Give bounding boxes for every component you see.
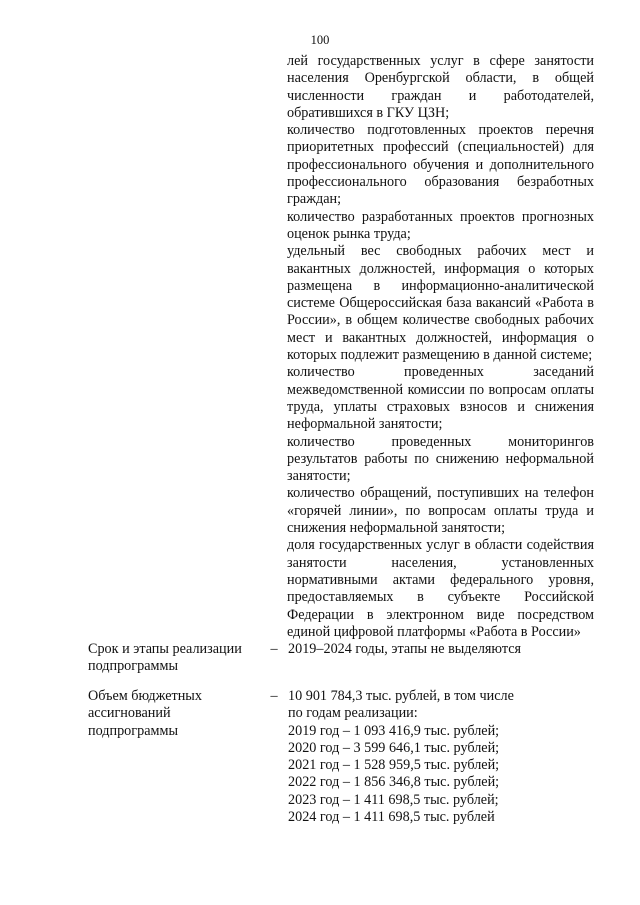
indicators-list: [287, 53, 594, 641]
term-label-line: Срок и этапы реализации: [88, 641, 242, 657]
indicator-item: количество проведенных мониторингов результатов работы по снижению неформальной занятости;: [287, 433, 594, 485]
budget-label: [88, 688, 263, 740]
budget-label-line: Объем бюджетных: [88, 688, 202, 704]
indicator-item: удельный вес свободных рабочих мест и вакантных должностей, информация о которых размещена в информационно-аналитической системе Общероссийская база вакансий «Работа в России», в общем количестве свободных рабочих мест и вакантных должностей, информация о которых подлежит размещению в данной системе;: [287, 243, 594, 364]
term-dash: –: [270, 641, 278, 657]
budget-year-item: 2024 год – 1 411 698,5 тыс. рублей: [288, 809, 495, 826]
indicator-item: количество разработанных проектов прогнозных оценок рынка труда;: [287, 208, 594, 242]
term-value: 2019–2024 годы, этапы не выделяются: [288, 641, 522, 657]
budget-label-line: ассигнований: [88, 705, 171, 722]
indicator-item: количество проведенных заседаний межведомственной комиссии по вопросам оплаты труда, уплаты страховых взносов и снижения неформальной занятости;: [287, 364, 594, 433]
budget-year-item: 2021 год – 1 528 959,5 тыс. рублей;: [288, 757, 500, 774]
budget-dash: –: [270, 688, 278, 704]
budget-year-item: 2019 год – 1 093 416,9 тыс. рублей;: [288, 722, 500, 739]
budget-year-item: 2020 год – 3 599 646,1 тыс. рублей;: [288, 739, 500, 756]
budget-value: [288, 688, 594, 826]
budget-label-line: подпрограммы: [88, 722, 178, 739]
term-label: [88, 641, 263, 676]
indicator-item: количество подготовленных проектов перечня приоритетных профессий (специальностей) для профессионального обучения и дополнительного профессионального образования безработных граждан;: [287, 122, 594, 208]
page-number: 100: [310, 33, 330, 47]
indicator-item: доля государственных услуг в области содействия занятости населения, установленных нормативными актами федерального уровня, предоставляемых в субъекте Российской Федерации в электронном виде посредством единой цифровой платформы «Работа в России»: [287, 537, 594, 640]
budget-total: 10 901 784,3 тыс. рублей, в том числе: [288, 688, 514, 704]
indicator-item: количество обращений, поступивших на телефон «горячей линии», по вопросам оплаты труда и снижения неформальной занятости;: [287, 485, 594, 537]
budget-year-item: 2022 год – 1 856 346,8 тыс. рублей;: [288, 774, 500, 791]
term-label-line: подпрограммы: [88, 658, 178, 675]
budget-years-intro: по годам реализации:: [288, 705, 418, 722]
budget-year-item: 2023 год – 1 411 698,5 тыс. рублей;: [288, 791, 499, 808]
indicator-item: лей государственных услуг в сфере занятости населения Оренбургской области, в общей численности граждан и работодателей, обратившихся в ГКУ ЦЗН;: [287, 53, 594, 121]
